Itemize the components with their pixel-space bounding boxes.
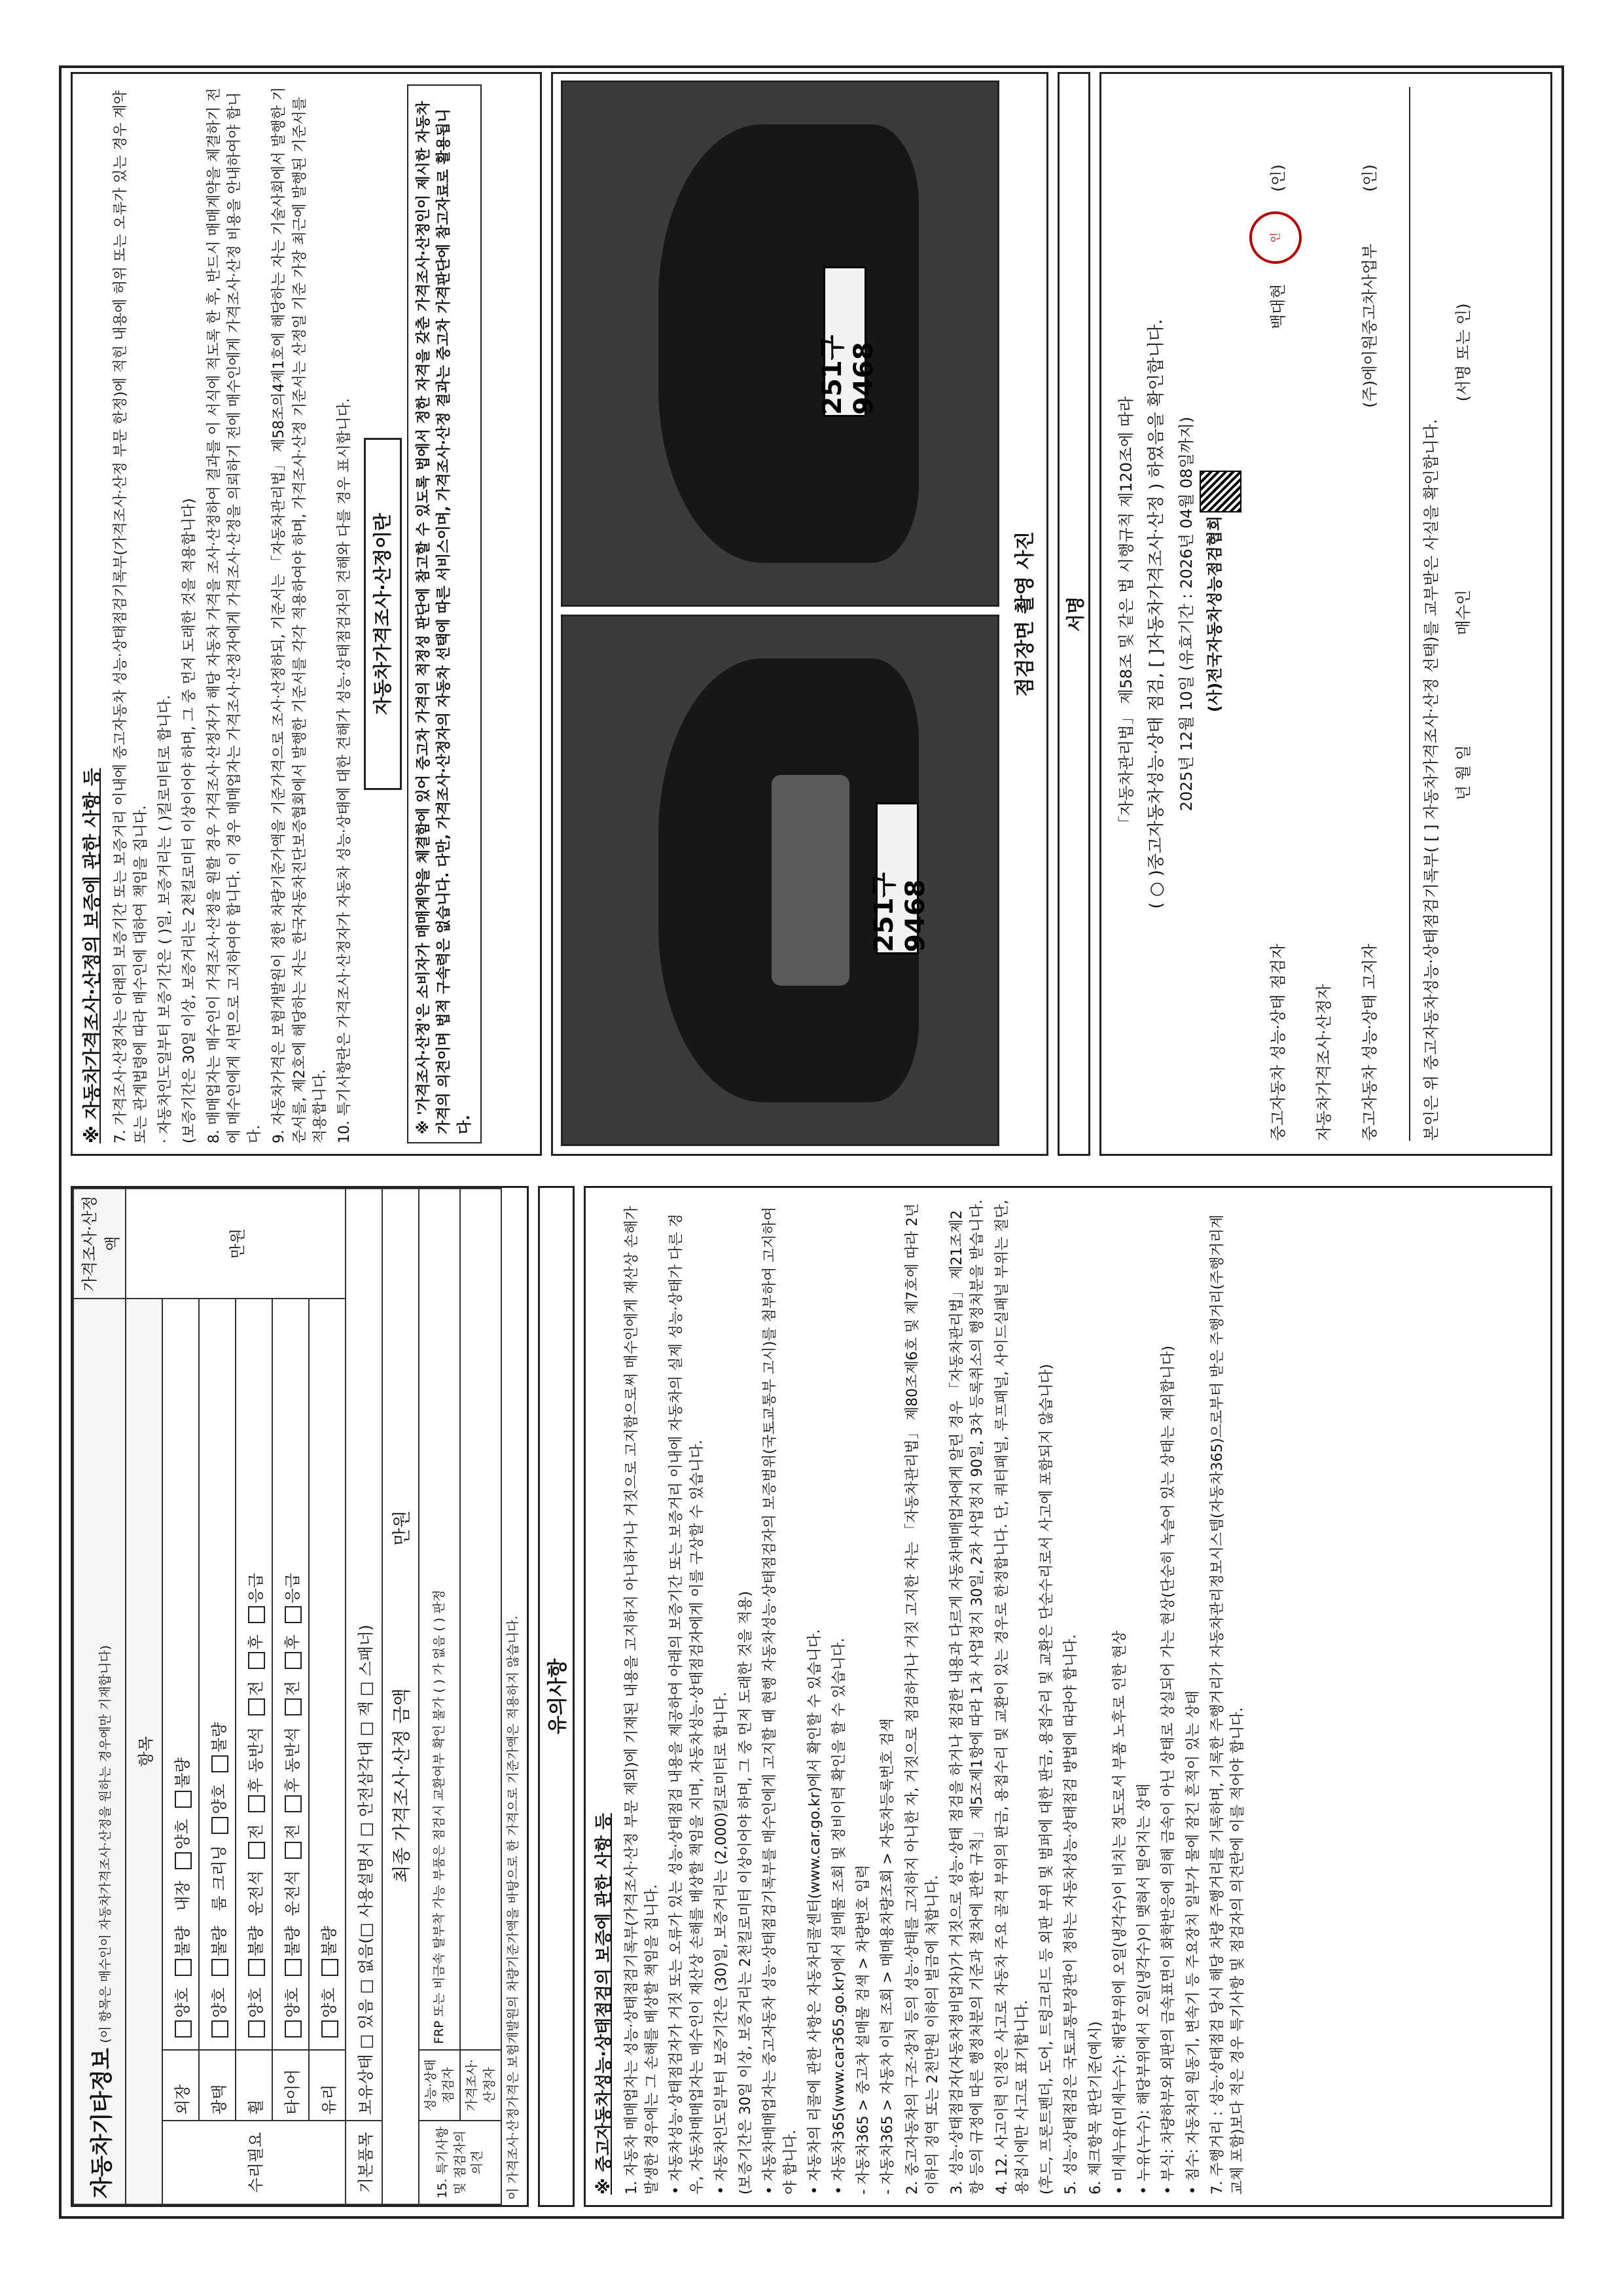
special-row1-text: FRP 또는 비금속 탈부착 가능 부품은 점검시 교환여부 확인 불가 ( ) 가 없음 ( ) 판정	[419, 1189, 460, 2050]
assessor-label: 자동차가격조사·산정자	[1315, 984, 1333, 1141]
inspector-label: 중고자동차 성능·상태 점검자	[1269, 943, 1287, 1141]
buyer-seal: (서명 또는 인)	[1454, 303, 1472, 402]
checkbox-icon[interactable]	[211, 2020, 228, 2037]
checkbox-icon[interactable]	[285, 1606, 302, 1623]
org-name: (사)전국자동차성능점검협회	[1205, 515, 1224, 713]
row-options: 양호 불량 내장 양호 불량	[162, 1299, 199, 2050]
basic-label: 기본품목	[346, 2121, 382, 2204]
repair-group-label: 수리필요	[162, 2121, 346, 2204]
license-plate: 251구9468	[823, 266, 866, 416]
repair-note: (이 항목은 매수인이 자동차가격조사·산정을 원하는 경우에만 기재합니다)	[98, 1645, 113, 2043]
car-front-photo	[561, 615, 999, 1146]
list-item: 9. 자동차가격은 보험개발원이 정한 차량기준가액을 기준가격으로 조사·산정하되, 기준서는 「자동차관리법」 제58조의4제1호에 해당하는 자는 기술사회에서 발행한 기준서를, 제2호에 해당하는 자는 한국자동차진단보증협회에서 발행한 기준서를 각각 적용하여야 하며, 가격조사·산정 기준서는 산정일 기준 가장 최근에 발행된 기준서를 적용합니다.	[271, 86, 329, 1143]
special-label: 15. 특기사항 및 점검자의 의견	[419, 2121, 501, 2204]
warranty-title: ※ 중고자동차성능·상태점검의 보증에 관한 사항 등	[594, 1813, 614, 2195]
list-item: 4. 12. 사고이력 인정은 사고로 자동차 주요 골격 부위의 판금, 용접수리 및 교환이 있는 경우로 한정합니다. 단, 쿼터패널, 루프패널, 사이드실패널 부위는 절단, 용접시에만 사고로 표기합니다.	[993, 1200, 1031, 2195]
warranty-list	[622, 1198, 1248, 2195]
repair-table	[73, 1188, 502, 2205]
list-item: · 자동차인도일부터 보증기간은 ( )일, 보증거리는 ( )킬로미터로 합니다.	[157, 694, 174, 1143]
list-item: • 자동차인도일부터 보증기간은 (30)일, 보증거리는 (2,000)킬로미터로 합니다.	[713, 1691, 730, 2195]
list-item: 3. 성능·상태점검자(자동차정비업자)가 거짓으로 성능·상태 점검을 하거나 점검한 내용과 다르게 자동차매매업자에게 알린 경우 「자동차관리법」 제21조제2항 등의 규정에 따른 행정처분의 기준과 절차에 관한 규칙」 제5조제1항에 따라 1차 사업정지 30일, 2차 사업정지 90일, 3차 등록취소의 행정처분을 받습니다.	[949, 1199, 986, 2195]
list-item: • 자동차의 리콜에 관한 사항은 자동차리콜센터(www.car.go.kr)에서 확인할 수 있습니다.	[806, 1629, 823, 2195]
checkbox-icon[interactable]	[248, 1959, 265, 1976]
confirm-row	[1409, 87, 1473, 1141]
guarantee-list	[111, 84, 355, 1143]
final-price-label: 최종 가격조사·산정 금액	[391, 1688, 412, 1883]
list-item: • 미세누유(미세누수): 해당부위에 오일(냉각수)이 비치는 정도로서 부품 노후로 인한 현상	[1111, 1630, 1128, 2195]
list-item: • 자동차매매업자는 중고자동차 성능·상태점검기록부를 매수인에게 고지할 때 현행 자동차성능·상태점검자의 보증범위(국토교통부 고시)를 첨부하여 고지하여야 합니다.	[762, 1206, 799, 2195]
checkbox-icon[interactable]	[321, 2020, 338, 2037]
notice-title: 유의사항	[538, 1186, 575, 2207]
final-price-row	[382, 1189, 419, 2204]
list-item: 2. 중고자동차의 구조·장치 등의 성능·상태를 고지하지 아니한 자, 거짓으로 점검하거나 거짓 고지한 자는 「자동차관리법」 제80조제6호 및 제7호에 따라 2년 이하의 징역 또는 2천만원 이하의 벌금에 처합니다.	[904, 1203, 941, 2195]
unit-cell	[126, 1189, 346, 1299]
notifier-row	[1357, 87, 1380, 1141]
checkbox-icon[interactable]	[175, 2020, 192, 2037]
checkbox-icon[interactable]	[211, 1755, 228, 1772]
inspector-name: 백대현	[1269, 283, 1287, 329]
list-item: • 누유(누수): 해당부위에서 오일(냉각수)이 맺혀서 떨어지는 상태	[1136, 1784, 1153, 2195]
checkbox-icon[interactable]	[175, 1852, 192, 1869]
final-price-unit: 만원	[391, 1510, 412, 1546]
seal-stamp-icon: 인	[1249, 211, 1302, 264]
list-item: 7. 주행거리 : 성능·상태점검 당시 해당 차량 주행거리를 기록하며, 기록한 주행거리가 자동차관리정보시스템(자동차365)으로부터 받은 주행거리(주행거리계 교체 포함)보다 적은 경우 특기사항 및 점검자의 의견란에 이를 적어야 합니다.	[1209, 1214, 1246, 2195]
checkbox-icon[interactable]	[285, 1959, 302, 1976]
buyer-label: 매수인	[1454, 589, 1472, 636]
price-col-header: 가격조사·산정액	[73, 1189, 126, 1299]
list-item: • 자동차365(www.car365.go.kr)에서 설매물 조회 및 정비이력 확인을 할 수 있습니다.	[831, 1638, 848, 2195]
checkbox-icon[interactable]	[211, 1817, 228, 1834]
checkbox-icon[interactable]	[321, 1959, 338, 1976]
row-options: 양호 불량	[309, 1299, 346, 2050]
row-label: 타이어	[272, 2050, 309, 2121]
sign-date: 2025년 12월 10일 (유효기간 : 2026년 04월 08일까지)	[1177, 416, 1196, 812]
sign-line2: ( ○ )중고자동차성능·상태 점검, [ ]자동차가격조사·산정 ) 하였음을 확인합니다.	[1147, 319, 1166, 909]
photo-title: 점검장면 촬영 사진	[1014, 531, 1037, 697]
special-row2-text	[460, 1189, 501, 2050]
special-row2-label: 가격조사·산정자	[460, 2050, 501, 2121]
left-half	[71, 1186, 1552, 2207]
list-item: • 침수: 자동차의 원동기, 변속기 등 주요장치 일부가 물에 잠긴 흔적이 있는 상태	[1185, 1690, 1202, 2195]
price-label-box: 자동차가격조사·산정이란	[364, 438, 402, 790]
assessor-row	[1311, 87, 1334, 1141]
special-row1-label: 성능·상태 점검자	[419, 2050, 460, 2121]
checkbox-icon[interactable]	[248, 1698, 265, 1715]
guarantee-title: ※ 자동차가격조사·산정의 보증에 관한 사항 등	[81, 768, 103, 1143]
checkbox-icon[interactable]	[285, 1795, 302, 1812]
list-item: • 부식: 차량하부와 외판의 금속표면이 화학반응에 의해 금속이 아닌 상태로 상실되어 가는 현상(단순히 녹슬어 있는 상태는 제외합니다)	[1160, 1345, 1177, 2195]
checkbox-icon[interactable]	[248, 1795, 265, 1812]
confirm-line: 본인은 위 중고자동차성능·상태점검기록부( [ ] 자동차가격조사·산정 선택)를 교부받은 사실을 확인합니다.	[1422, 419, 1440, 1141]
car-rear-photo	[561, 81, 999, 607]
row-label: 광택	[199, 2050, 236, 2121]
price-guarantee-section	[71, 72, 542, 1156]
signature-section	[1099, 72, 1552, 1156]
checkbox-icon[interactable]	[285, 1652, 302, 1669]
document-sheet	[59, 65, 1564, 2219]
warranty-section	[584, 1186, 1552, 2207]
list-item: 6. 체크항목 판단기준(예시)	[1087, 2021, 1104, 2195]
checkbox-icon[interactable]	[248, 1652, 265, 1669]
checkbox-icon[interactable]	[285, 1842, 302, 1859]
list-item: 10. 특기사항란은 가격조사·산정자가 자동차 성능·상태에 대한 견해가 성능·상태점검자의 견해와 다를 경우 표시합니다.	[336, 398, 353, 1143]
notifier-seal: (인)	[1361, 164, 1379, 192]
repair-title: 자동차기타정보	[88, 2048, 115, 2198]
basic-row: 보유상태 □ 있음 □ 없음(□ 사용설명서 □ 안전삼각대 □ 잭 □ 스패너)	[346, 1189, 382, 2121]
notifier-label: 중고자동차 성능·상태 고지자	[1361, 943, 1379, 1141]
date-fields: 년 월 일	[1454, 745, 1472, 800]
unit-label: 만원	[228, 1228, 247, 1259]
inspector-seal: (인)	[1269, 164, 1287, 192]
row-options: 양호 불량 운전석 전 후 동반석 전 후 응급	[236, 1299, 272, 2050]
list-item: 1. 자동차 매매업자는 성능·상태점검기록부(가격조사·산정 부문 제외)에 기재된 내용을 고지하지 아니하거나 거짓으로 고지함으로써 매수인에게 재산상 손해가 발생한 경우에는 그 손해를 배상할 책임을 집니다.	[623, 1206, 661, 2195]
item-col-header: 항목	[126, 1299, 162, 2204]
checkbox-icon[interactable]	[211, 1959, 228, 1976]
car-grille	[772, 775, 850, 986]
list-item: (보증기간은 30일 이상, 보증거리는 2천킬로미터 이상이어야 하며, 그 중 먼저 도래한 것을 적용합니다)	[181, 498, 198, 1143]
list-item: 7. 가격조사·산정자는 아래의 보증기간 또는 보증거리 이내에 중고자동차 성능·상태점검기록부(가격조사·산정 부문 한정)에 적힌 내용에 허위 또는 오류가 있는 경우 계약 또는 관계법령에 따라 매수인에 대하여 책임을 집니다.	[112, 90, 149, 1143]
price-explanation: ※ '가격조사·산정'은 소비자가 매매계약을 체결함에 있어 중고차 가격의 적정성 판단에 참고할 수 있도록 법에서 정한 자격을 갖춘 가격조사·산정인이 제시한 자동차 가격의 의견이며 법적 구속력은 없습니다. 다만, 가격조사·산정자의 자동차 선택에 따른 서비스이며, 가격조사·산정 결과는 중고차 가격판단에 참고자료로 활용됩니다.	[407, 84, 482, 1143]
car-rear-shape	[658, 124, 919, 563]
sign-line1: 「자동차관리법」 제58조 및 같은 법 시행규칙 제120조에 따라	[1117, 396, 1135, 832]
checkbox-icon[interactable]	[175, 1959, 192, 1976]
checkbox-icon[interactable]	[285, 1698, 302, 1715]
list-item: - 자동차365 > 중고차 설매물 검색 > 차량번호 입력	[855, 1864, 872, 2195]
row-options: 양호 불량 룸 크리닝 양호 불량	[199, 1299, 236, 2050]
license-plate: 251구9468	[876, 802, 919, 954]
row-label: 휠	[236, 2050, 272, 2121]
qr-code-icon	[1200, 471, 1241, 512]
repair-info-section	[71, 1186, 529, 2207]
checkbox-icon[interactable]	[248, 1606, 265, 1623]
list-item: • 자동차성능·상태점검자가 거짓 또는 오류가 있는 성능·상태점검 내용을 제공하여 아래의 보증기간 또는 보증거리 이내에 자동차의 실제 성능·상태가 다른 경우, 자동차매매업자는 매수인이 재산상 손해를 배상할 책임을 지며, 자동차성능·상태점검자에게 이를 구상할 수 있습니다.	[668, 1213, 705, 2195]
list-item: - 자동차365 > 자동차 이력 조회 > 매매용차량조회 > 자동차등록번호 검색	[880, 1718, 897, 2195]
note-below: 이 가격조사·산정가격은 보험개발원의 차량기준가액을 바탕으로 한 가격으로 기준가액은 적용하지 않습니다.	[506, 1615, 521, 2200]
right-half	[71, 72, 1552, 1156]
list-item: (보증기간은 30일 이상, 보증거리는 2천킬로미터 이상이어야 하며, 그 중 먼저 도래한 것을 적용)	[738, 1590, 755, 2195]
checkbox-icon[interactable]	[285, 2020, 302, 2037]
checkbox-icon[interactable]	[248, 1842, 265, 1859]
sign-title: 서명	[1058, 72, 1090, 1156]
checkbox-icon[interactable]	[175, 1791, 192, 1808]
checkbox-icon[interactable]	[248, 2020, 265, 2037]
list-item: 5. 성능·상태점검은 국토교통부장관이 정하는 자동차성능·상태점검 방법에 따라야 합니다.	[1063, 1634, 1080, 2195]
notifier-name: (주)에이원중고차사업부	[1361, 243, 1379, 408]
list-item: 8. 매매업자는 매수인이 가격조사·산정을 원할 경우 가격조사·산정자가 해당 자동차 가격을 조사·산정하여 결과를 이 서식에 적도록 한 후, 반드시 매매계약을 체결하기 전에 매수인에게 서면으로 고지하여야 합니다. 이 경우 매매업자는 가격조사·산정자에게 가격조사·산정을 의뢰하기 전에 매수인에게 가격조사·산정 비용을 안내하여야 합니다.	[205, 88, 264, 1143]
row-options: 양호 불량 운전석 전 후 동반석 전 후 응급	[272, 1299, 309, 2050]
row-label: 외장	[162, 2050, 199, 2121]
list-item: (후드, 프론트펜더, 도어, 트렁크리드 등 외판 부위 및 범퍼에 대한 판금, 용접수리 및 교환은 단순수리로서 사고에 포함되지 않습니다)	[1039, 1363, 1056, 2195]
photo-section	[551, 72, 1048, 1156]
row-label: 유리	[309, 2050, 346, 2121]
